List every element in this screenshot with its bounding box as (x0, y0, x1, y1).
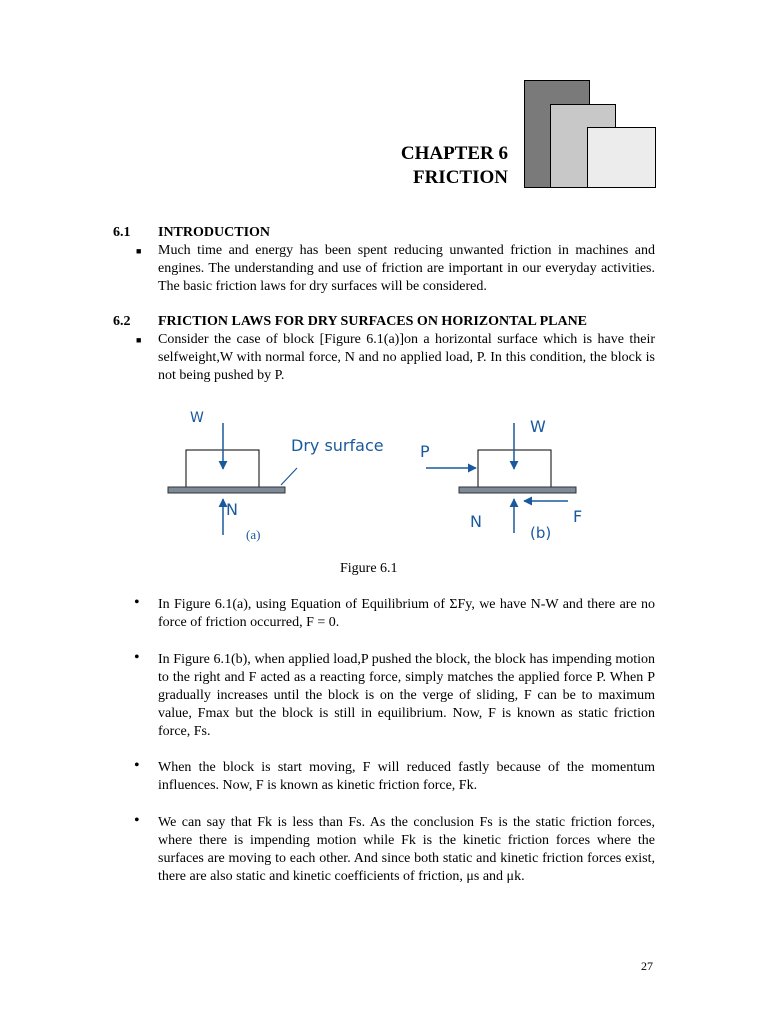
page-number: 27 (641, 959, 653, 973)
surface-a (168, 487, 285, 493)
weight-label-a: W (190, 410, 204, 426)
square-bullet: ■ (136, 335, 142, 345)
surface-pointer (281, 468, 297, 485)
figure-a (168, 410, 384, 542)
section-number: 6.2 (113, 314, 131, 329)
figure-a-label: (a) (246, 527, 261, 542)
bullet-text: In Figure 6.1(b), when applied load,P pushed the block, the block has impending motion to the right and F acted as a reacting force, simply matches the applied force P. When P gradually increases until the block is on the verge of sliding, F can be to maximum value, Fmax but the block is still in equilibrium. Now, F is known as static friction force, Fs. (158, 652, 655, 739)
round-bullet: • (134, 757, 140, 774)
section-number: 6.1 (113, 225, 131, 240)
chapter-title: FRICTION (412, 167, 508, 188)
push-label-p: P (420, 442, 430, 461)
bullet-text: In Figure 6.1(a), using Equation of Equilibrium of ΣFy, we have N-W and there are no force of friction occurred, F = 0. (158, 597, 655, 630)
bullet-text: We can say that Fk is less than Fs. As the conclusion Fs is the static friction forces, where there is impending motion while Fk is the kinetic friction forces where the surfaces are moving to each other. And since both static and kinetic friction forces exist, there are also static and kinetic coefficients of friction, μs and μk. (158, 815, 655, 884)
paragraph: Consider the case of block [Figure 6.1(a)]on a horizontal surface which is have their selfweight,W with normal force, N and no applied load, P. In this condition, the block is not being pushed by P. (158, 332, 655, 383)
round-bullet: • (134, 812, 140, 829)
section-title: FRICTION LAWS FOR DRY SURFACES ON HORIZONTAL PLANE (158, 314, 588, 329)
chapter-decoration (524, 80, 656, 188)
figure-b (420, 417, 582, 542)
chapter-number: CHAPTER 6 (400, 143, 508, 164)
weight-label-b: W (530, 417, 546, 436)
chapter-heading (300, 142, 508, 190)
normal-label-a: N (226, 500, 238, 519)
square-bullet: ■ (136, 246, 142, 256)
normal-label-b: N (470, 512, 482, 531)
decor-square-light (587, 127, 656, 188)
friction-figure (0, 395, 768, 555)
section-title: INTRODUCTION (158, 225, 271, 240)
round-bullet: • (134, 594, 140, 611)
dry-surface-label: Dry surface (291, 436, 384, 455)
figure-caption: Figure 6.1 (340, 561, 398, 576)
round-bullet: • (134, 649, 140, 666)
bullet-text: When the block is start moving, F will reduced fastly because of the momentum influences. Now, F is known as kinetic friction force, Fk. (158, 760, 655, 793)
friction-label-f: F (573, 507, 583, 526)
paragraph: Much time and energy has been spent reducing unwanted friction in machines and engines. The understanding and use of friction are important in our everyday activities. The basic friction laws for dry surfaces will be considered. (158, 243, 655, 294)
surface-b (459, 487, 576, 493)
figure-b-label: (b) (530, 524, 552, 542)
